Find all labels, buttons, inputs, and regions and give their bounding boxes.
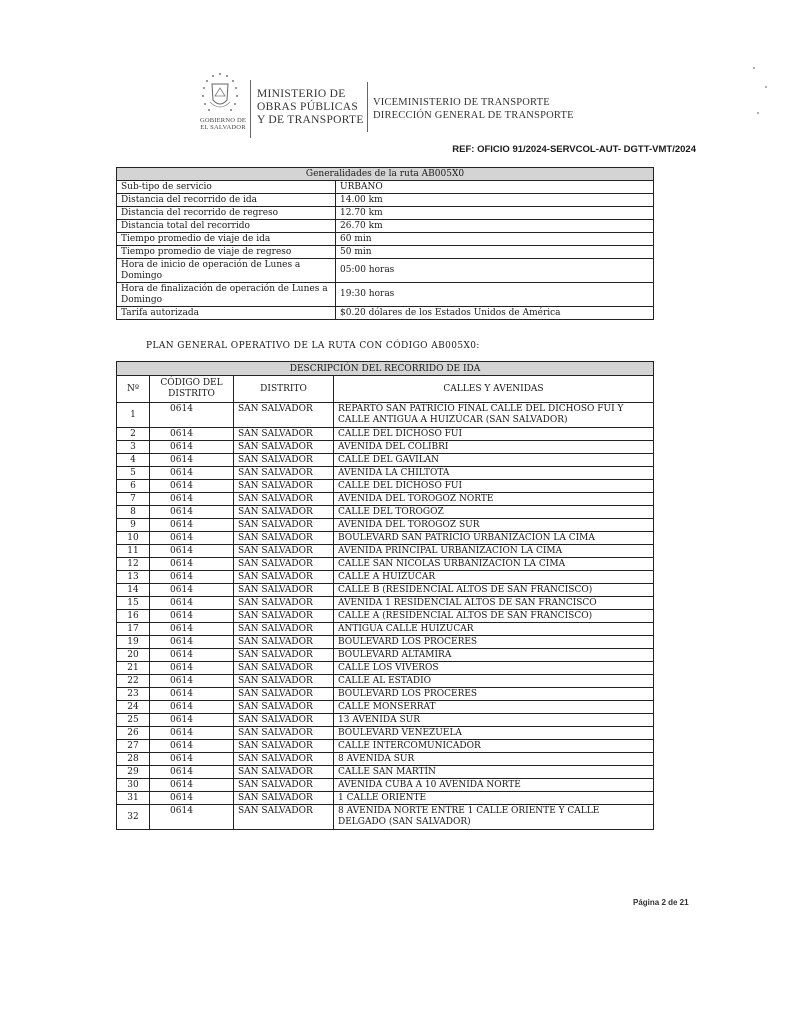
district-name: SAN SALVADOR [234,584,334,597]
field-label: Tarifa autorizada [117,307,336,320]
field-label: Distancia del recorrido de regreso [117,207,336,220]
column-header: CALLES Y AVENIDAS [334,376,654,403]
table-row [117,233,654,246]
street-name: CALLE INTERCOMUNICADOR [334,740,654,753]
district-name: SAN SALVADOR [234,714,334,727]
district-name: SAN SALVADOR [234,792,334,805]
column-header: Nº [117,376,150,403]
row-number: 15 [117,597,150,610]
field-value: 26.70 km [336,220,654,233]
table-row [117,207,654,220]
street-name: 13 AVENIDA SUR [334,714,654,727]
district-name: SAN SALVADOR [234,805,334,830]
district-code: 0614 [150,519,234,532]
district-code: 0614 [150,480,234,493]
district-code: 0614 [150,701,234,714]
table-row [117,181,654,194]
street-name: 8 AVENIDA NORTE ENTRE 1 CALLE ORIENTE Y CALLE DELGADO (SAN SALVADOR) [334,805,654,830]
row-number: 2 [117,428,150,441]
district-code: 0614 [150,467,234,480]
street-name: ANTIGUA CALLE HUIZUCAR [334,623,654,636]
table-row [117,558,654,571]
district-code: 0614 [150,441,234,454]
district-name: SAN SALVADOR [234,532,334,545]
street-name: BOULEVARD ALTAMIRA [334,649,654,662]
street-name: AVENIDA 1 RESIDENCIAL ALTOS DE SAN FRANCISCO [334,597,654,610]
row-number: 20 [117,649,150,662]
route-overview-table [116,167,654,320]
table-row [117,662,654,675]
row-number: 1 [117,403,150,428]
ministry-name: MINISTERIO DE OBRAS PÚBLICAS Y DE TRANSPORTE [257,88,364,126]
district-name: SAN SALVADOR [234,636,334,649]
column-header: DISTRITO [234,376,334,403]
field-label: Distancia total del recorrido [117,220,336,233]
row-number: 7 [117,493,150,506]
scan-speck [765,86,767,88]
district-code: 0614 [150,428,234,441]
district-name: SAN SALVADOR [234,610,334,623]
district-code: 0614 [150,597,234,610]
table-row [117,701,654,714]
district-name: SAN SALVADOR [234,506,334,519]
district-code: 0614 [150,493,234,506]
street-name: 1 CALLE ORIENTE [334,792,654,805]
table-row [117,740,654,753]
district-name: SAN SALVADOR [234,428,334,441]
district-name: SAN SALVADOR [234,480,334,493]
row-number: 17 [117,623,150,636]
field-value: URBANO [336,181,654,194]
scan-speck [757,112,759,114]
district-code: 0614 [150,688,234,701]
street-name: BOULEVARD LOS PROCERES [334,636,654,649]
table-row [117,246,654,259]
row-number: 24 [117,701,150,714]
district-name: SAN SALVADOR [234,403,334,428]
street-name: AVENIDA PRINCIPAL URBANIZACION LA CIMA [334,545,654,558]
table-row [117,307,654,320]
vice-ministry-name: VICEMINISTERIO DE TRANSPORTE DIRECCIÓN GENERAL DE TRANSPORTE [373,97,574,121]
street-name: CALLE LOS VIVEROS [334,662,654,675]
street-name: CALLE DEL TOROGOZ [334,506,654,519]
reference-number: REF: OFICIO 91/2024-SERVCOL-AUT- DGTT-VMT/2024 [452,144,696,155]
plan-title: PLAN GENERAL OPERATIVO DE LA RUTA CON CÓDIGO AB005X0: [146,341,480,351]
street-name: CALLE MONSERRAT [334,701,654,714]
street-name: AVENIDA DEL COLIBRI [334,441,654,454]
row-number: 22 [117,675,150,688]
field-value: $0.20 dólares de los Estados Unidos de América [336,307,654,320]
district-name: SAN SALVADOR [234,688,334,701]
row-number: 14 [117,584,150,597]
district-name: SAN SALVADOR [234,558,334,571]
table-row [117,610,654,623]
district-code: 0614 [150,675,234,688]
row-number: 23 [117,688,150,701]
street-name: BOULEVARD VENEZUELA [334,727,654,740]
row-number: 25 [117,714,150,727]
street-name: AVENIDA CUBA A 10 AVENIDA NORTE [334,779,654,792]
district-code: 0614 [150,532,234,545]
table-row [117,792,654,805]
district-code: 0614 [150,766,234,779]
street-name: BOULEVARD LOS PROCERES [334,688,654,701]
district-code: 0614 [150,454,234,467]
table-row [117,714,654,727]
table-row [117,727,654,740]
field-label: Distancia del recorrido de ida [117,194,336,207]
row-number: 32 [117,805,150,830]
column-header: CÓDIGO DEL DISTRITO [150,376,234,403]
table-row [117,779,654,792]
district-code: 0614 [150,506,234,519]
table-row [117,519,654,532]
district-name: SAN SALVADOR [234,662,334,675]
table-row [117,584,654,597]
street-name: AVENIDA DEL TOROGOZ SUR [334,519,654,532]
district-code: 0614 [150,623,234,636]
table-row [117,467,654,480]
field-label: Sub-tipo de servicio [117,181,336,194]
field-value: 12.70 km [336,207,654,220]
table-row [117,454,654,467]
district-code: 0614 [150,558,234,571]
district-code: 0614 [150,584,234,597]
header-divider [250,80,251,138]
district-code: 0614 [150,779,234,792]
table-row [117,194,654,207]
district-name: SAN SALVADOR [234,545,334,558]
district-name: SAN SALVADOR [234,493,334,506]
table-row [117,675,654,688]
street-name: AVENIDA DEL TOROGOZ NORTE [334,493,654,506]
field-value: 19:30 horas [336,283,654,307]
district-name: SAN SALVADOR [234,467,334,480]
field-label: Tiempo promedio de viaje de ida [117,233,336,246]
district-code: 0614 [150,636,234,649]
field-value: 05:00 horas [336,259,654,283]
row-number: 28 [117,753,150,766]
table-row [117,506,654,519]
row-number: 29 [117,766,150,779]
row-number: 4 [117,454,150,467]
district-name: SAN SALVADOR [234,766,334,779]
government-seal-label: GOBIERNO DE EL SALVADOR [199,117,247,131]
row-number: 9 [117,519,150,532]
street-name: CALLE A (RESIDENCIAL ALTOS DE SAN FRANCISCO) [334,610,654,623]
street-name: CALLE B (RESIDENCIAL ALTOS DE SAN FRANCISCO) [334,584,654,597]
row-number: 5 [117,467,150,480]
district-code: 0614 [150,545,234,558]
district-name: SAN SALVADOR [234,649,334,662]
field-label: Tiempo promedio de viaje de regreso [117,246,336,259]
row-number: 3 [117,441,150,454]
table-row [117,283,654,307]
table-row [117,545,654,558]
street-name: CALLE DEL GAVILAN [334,454,654,467]
street-name: AVENIDA LA CHILTOTA [334,467,654,480]
district-name: SAN SALVADOR [234,597,334,610]
district-code: 0614 [150,610,234,623]
district-name: SAN SALVADOR [234,701,334,714]
district-code: 0614 [150,805,234,830]
table-row [117,649,654,662]
street-name: REPARTO SAN PATRICIO FINAL CALLE DEL DICHOSO FUI Y CALLE ANTIGUA A HUIZÚCAR (SAN SALVADOR) [334,403,654,428]
row-number: 11 [117,545,150,558]
field-value: 60 min [336,233,654,246]
table-row [117,532,654,545]
district-name: SAN SALVADOR [234,454,334,467]
table-row [117,597,654,610]
table-row [117,220,654,233]
district-name: SAN SALVADOR [234,623,334,636]
district-name: SAN SALVADOR [234,727,334,740]
district-code: 0614 [150,740,234,753]
table-row [117,636,654,649]
row-number: 21 [117,662,150,675]
street-name: CALLE DEL DICHOSO FUI [334,428,654,441]
table-title: Generalidades de la ruta AB005X0 [117,168,654,181]
field-value: 50 min [336,246,654,259]
row-number: 19 [117,636,150,649]
table-row [117,480,654,493]
district-code: 0614 [150,727,234,740]
street-name: 8 AVENIDA SUR [334,753,654,766]
field-label: Hora de inicio de operación de Lunes a Domingo [117,259,336,283]
district-name: SAN SALVADOR [234,519,334,532]
row-number: 26 [117,727,150,740]
table-title: DESCRIPCIÓN DEL RECORRIDO DE IDA [117,362,654,376]
table-row [117,688,654,701]
street-name: CALLE SAN NICOLAS URBANIZACION LA CIMA [334,558,654,571]
table-row [117,493,654,506]
row-number: 6 [117,480,150,493]
district-name: SAN SALVADOR [234,779,334,792]
route-description-table [116,361,654,830]
table-row [117,805,654,830]
district-name: SAN SALVADOR [234,740,334,753]
row-number: 27 [117,740,150,753]
row-number: 12 [117,558,150,571]
row-number: 31 [117,792,150,805]
street-name: CALLE A HUIZUCAR [334,571,654,584]
table-row [117,259,654,283]
row-number: 10 [117,532,150,545]
table-row [117,753,654,766]
district-code: 0614 [150,403,234,428]
street-name: CALLE AL ESTADIO [334,675,654,688]
row-number: 8 [117,506,150,519]
district-name: SAN SALVADOR [234,753,334,766]
table-row [117,403,654,428]
district-name: SAN SALVADOR [234,571,334,584]
header-divider [367,82,368,132]
table-row [117,441,654,454]
district-code: 0614 [150,714,234,727]
district-code: 0614 [150,662,234,675]
scan-speck [753,67,755,69]
street-name: CALLE DEL DICHOSO FUI [334,480,654,493]
district-name: SAN SALVADOR [234,441,334,454]
district-code: 0614 [150,649,234,662]
table-row [117,571,654,584]
row-number: 16 [117,610,150,623]
field-value: 14.00 km [336,194,654,207]
table-row [117,766,654,779]
table-row [117,623,654,636]
row-number: 30 [117,779,150,792]
page-number: Página 2 de 21 [633,898,689,907]
street-name: CALLE SAN MARTÍN [334,766,654,779]
street-name: BOULEVARD SAN PATRICIO URBANIZACION LA CIMA [334,532,654,545]
district-code: 0614 [150,792,234,805]
field-label: Hora de finalización de operación de Lunes a Domingo [117,283,336,307]
row-number: 13 [117,571,150,584]
district-code: 0614 [150,571,234,584]
table-row [117,428,654,441]
district-name: SAN SALVADOR [234,675,334,688]
district-code: 0614 [150,753,234,766]
